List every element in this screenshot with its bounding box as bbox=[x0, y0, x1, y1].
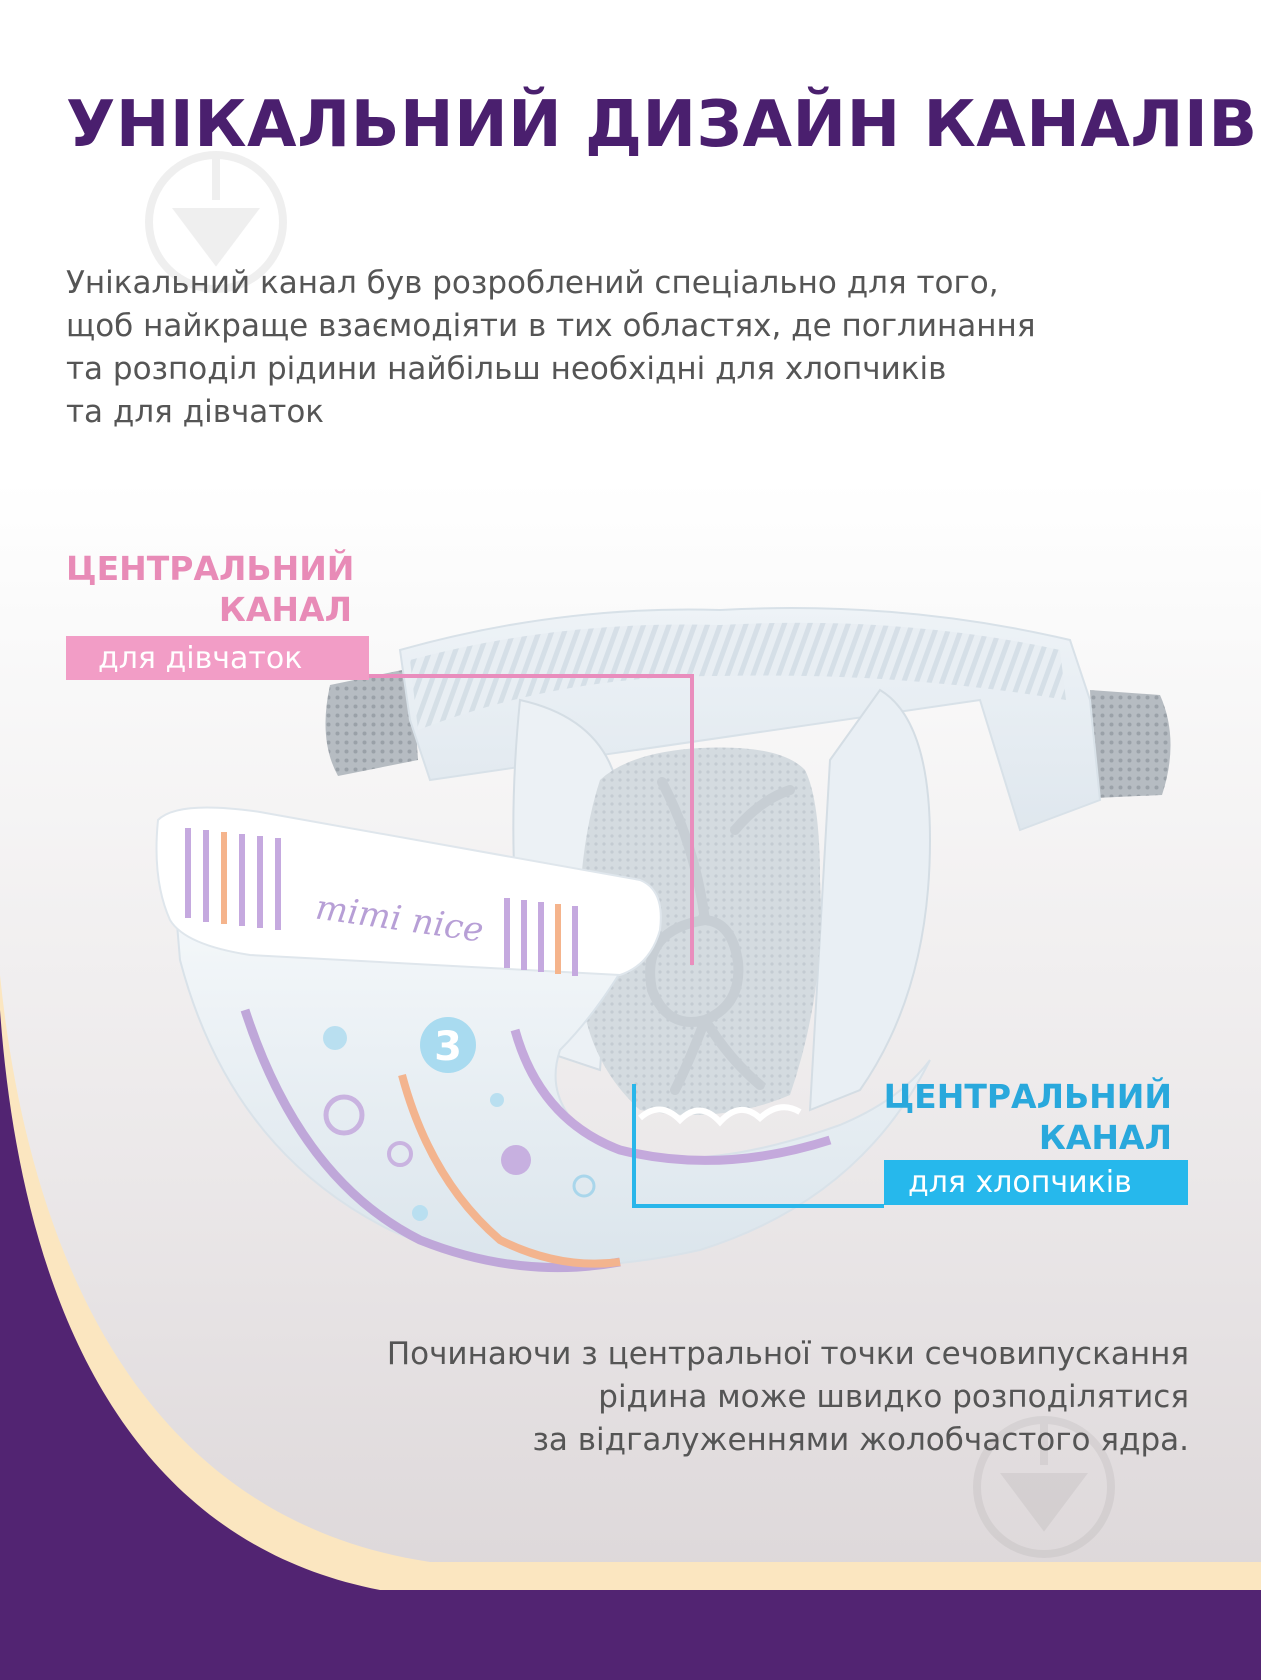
intro-line: Унікальний канал був розроблений спеціально для того, bbox=[66, 265, 999, 301]
bubble bbox=[490, 1093, 504, 1107]
intro-paragraph bbox=[66, 262, 1166, 434]
boys-heading-line: КАНАЛ bbox=[1038, 1118, 1172, 1157]
page-title: УНІКАЛЬНИЙ ДИЗАЙН КАНАЛІВ bbox=[66, 88, 1258, 162]
size-number: 3 bbox=[434, 1024, 462, 1070]
girls-heading-line: КАНАЛ bbox=[218, 590, 352, 629]
outro-line: рідина може швидко розподілятися bbox=[598, 1379, 1189, 1415]
boys-heading-line: ЦЕНТРАЛЬНИЙ bbox=[883, 1077, 1172, 1116]
outro-line: за відгалуженнями жолобчастого ядра. bbox=[532, 1422, 1189, 1458]
intro-line: та розподіл рідини найбільш необхідні для хлопчиків bbox=[66, 351, 947, 387]
inner-wall-right bbox=[810, 690, 930, 1110]
brand-logo: mimi nice bbox=[313, 887, 486, 951]
intro-line: та для дівчаток bbox=[66, 394, 325, 430]
girls-heading-line: ЦЕНТРАЛЬНИЙ bbox=[66, 549, 355, 588]
outro-line: Починаючи з центральної точки сечовипускання bbox=[386, 1336, 1189, 1372]
right-tape bbox=[1090, 690, 1171, 798]
intro-line: щоб найкраще взаємодіяти в тих областях, де поглинання bbox=[66, 308, 1036, 344]
girls-channel-heading bbox=[66, 548, 355, 630]
bubble bbox=[501, 1145, 531, 1175]
bubble bbox=[412, 1205, 428, 1221]
outro-paragraph bbox=[289, 1333, 1189, 1462]
boys-channel-heading bbox=[880, 1076, 1172, 1158]
boys-channel-tag: для хлопчиків bbox=[884, 1160, 1188, 1205]
bubble bbox=[323, 1026, 347, 1050]
girls-channel-tag: для дівчаток bbox=[66, 636, 369, 680]
